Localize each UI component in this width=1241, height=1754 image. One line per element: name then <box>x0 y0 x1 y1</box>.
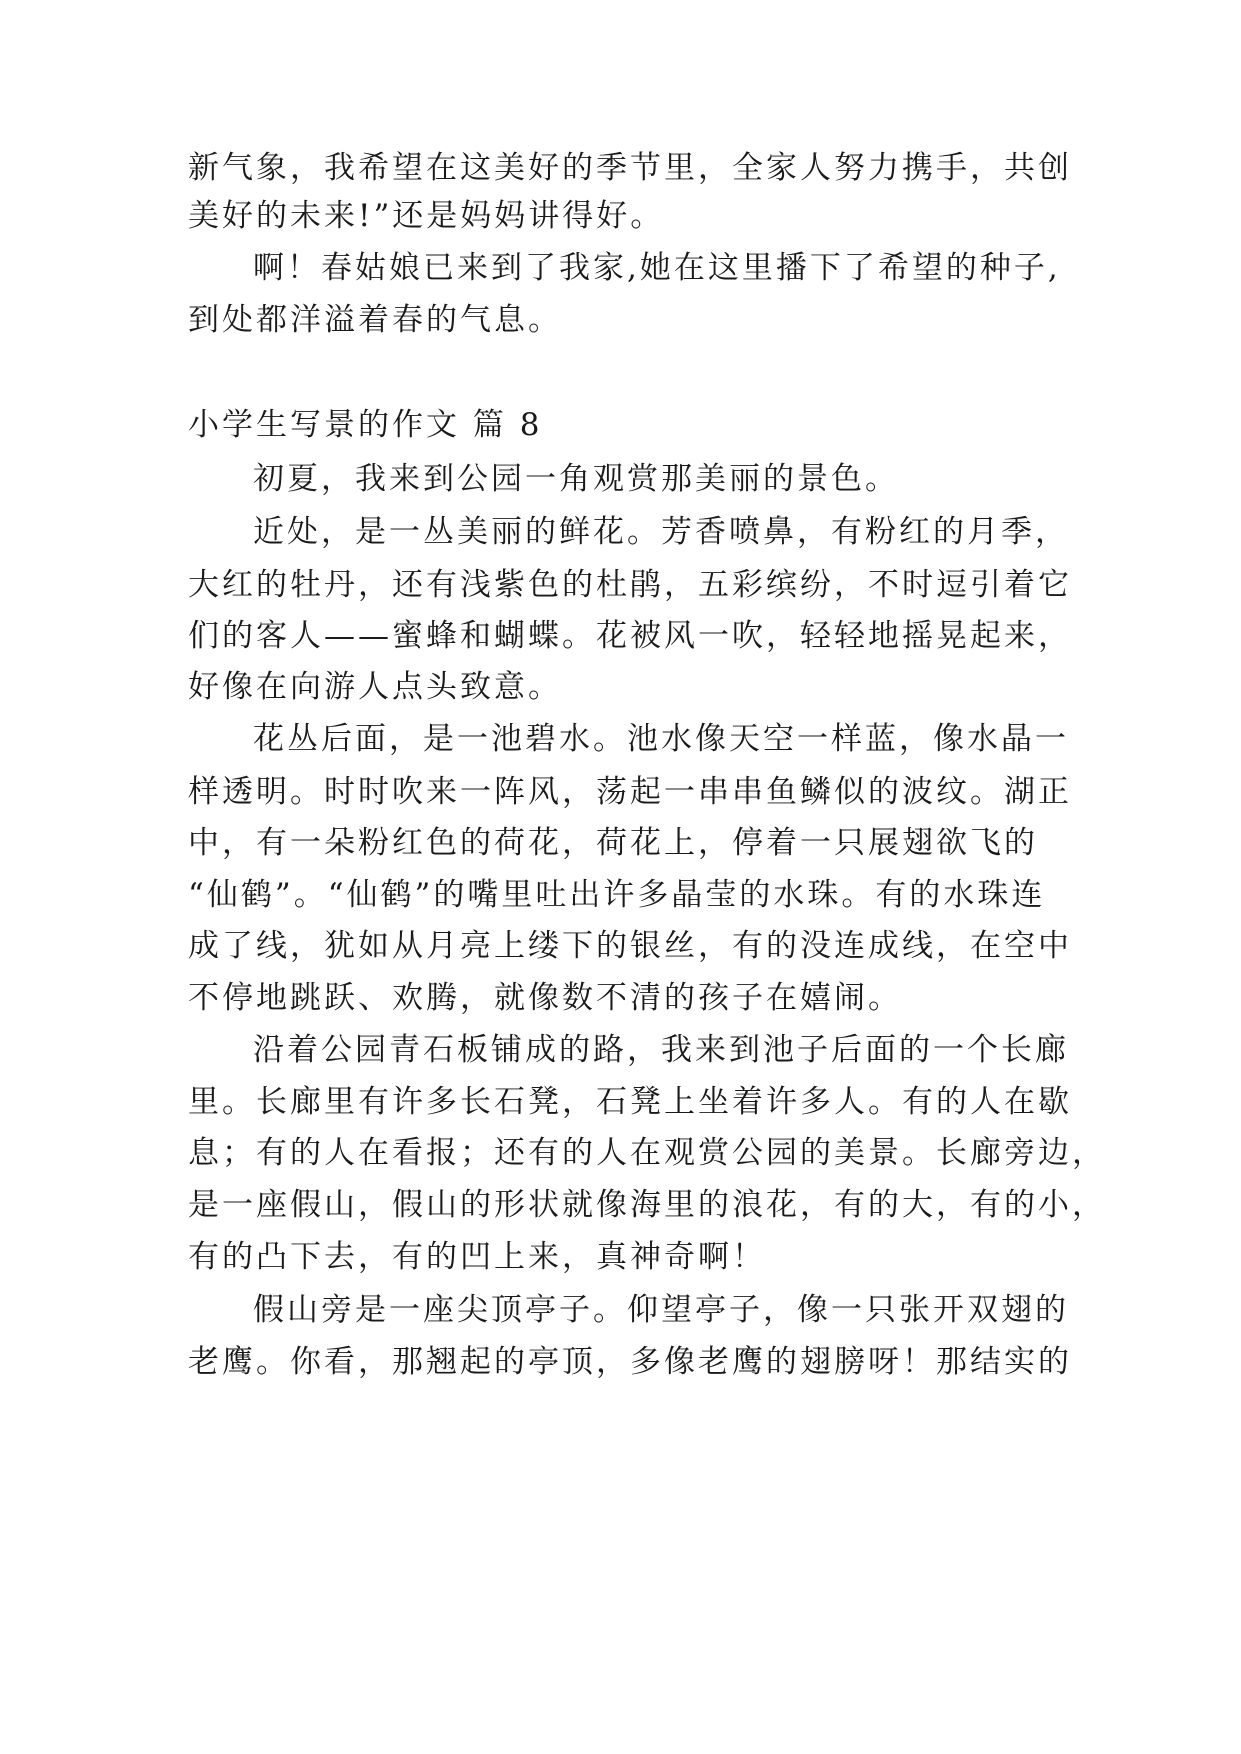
text-line: 老鹰。你看，那翘起的亭顶，多像老鹰的翅膀呀！那结实的 <box>188 1344 1072 1380</box>
text-line: 近处，是一丛美丽的鲜花。芳香喷鼻，有粉红的月季， <box>253 514 1069 550</box>
text-line: 们的客人——蜜蜂和蝴蝶。花被风一吹，轻轻地摇晃起来， <box>188 618 1072 654</box>
text-line: 成了线，犹如从月亮上缕下的银丝，有的没连成线，在空中 <box>188 928 1072 964</box>
text-line: 有的凸下去，有的凹上来，真神奇啊！ <box>188 1239 766 1275</box>
text-line: 中，有一朵粉红色的荷花，荷花上，停着一只展翅欲飞的 <box>188 825 1038 861</box>
text-line: “仙鹤”。“仙鹤”的嘴里吐出许多晶莹的水珠。有的水珠连 <box>188 877 1046 913</box>
text-line: 样透明。时时吹来一阵风，荡起一串串鱼鳞似的波纹。湖正 <box>188 774 1072 810</box>
text-line: 啊！春姑娘已来到了我家,她在这里播下了希望的种子, <box>253 250 1061 286</box>
text-line: 大红的牡丹，还有浅紫色的杜鹃，五彩缤纷，不时逗引着它 <box>188 567 1072 603</box>
text-line: 假山旁是一座尖顶亭子。仰望亭子，像一只张开双翅的 <box>253 1292 1069 1328</box>
text-line: 息；有的人在看报；还有的人在观赏公园的美景。长廊旁边， <box>188 1135 1106 1171</box>
text-line: 初夏，我来到公园一角观赏那美丽的景色。 <box>253 461 899 497</box>
text-line: 不停地跳跃、欢腾，就像数不清的孩子在嬉闹。 <box>188 980 902 1016</box>
text-line: 好像在向游人点头致意。 <box>188 669 562 705</box>
text-line: 里。长廊里有许多长石凳，石凳上坐着许多人。有的人在歇 <box>188 1084 1072 1120</box>
text-line: 到处都洋溢着春的气息。 <box>188 302 562 338</box>
text-line: 花丛后面，是一池碧水。池水像天空一样蓝，像水晶一 <box>253 721 1069 757</box>
section-heading: 小学生写景的作文 篇 8 <box>188 407 543 443</box>
text-line: 是一座假山，假山的形状就像海里的浪花，有的大，有的小， <box>188 1187 1106 1223</box>
text-line: 新气象，我希望在这美好的季节里，全家人努力携手，共创 <box>188 150 1072 186</box>
text-line: 沿着公园青石板铺成的路，我来到池子后面的一个长廊 <box>253 1032 1069 1068</box>
text-line: 美好的未来!”还是妈妈讲得好。 <box>188 198 665 234</box>
